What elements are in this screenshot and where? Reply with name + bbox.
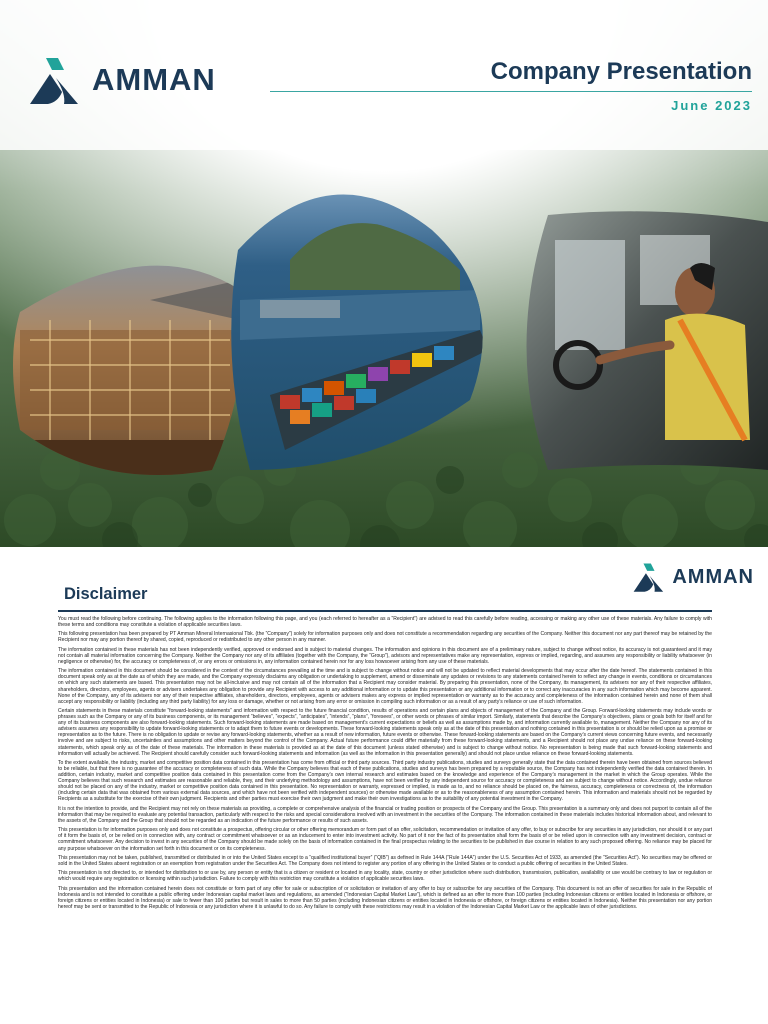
disclaimer-paragraph: It is not the intention to provide, and the Recipient may not rely on these materials as providing, a complete or comprehensive analysis of the financial or trading position or prospects of the Company and the Group. This presentation is a summary only and does not purport to contain all of the information that may be required to evaluate any potential transaction, particularly with respect to the risks and special considerations involved with an investment in the securities of the Company. The information contained in these materials includes historical information about, and relevant to the assets of, the Company and the Group that should not be regarded as an indication of the future performance or results of such assets. — [58, 805, 712, 824]
disclaimer-paragraph: The information contained in these materials has not been independently verified, approved or endorsed and is subject to material changes. The information and opinions in this document are of a preliminary nature, subject to change without notice, its accuracy is not guaranteed and it may not contain all material information concerning the Company. Neither the Company nor any of its affiliates (together with the Company, the “Group”), advisors and representatives make any representation, express or implied, regarding, and assumes any responsibility or liability whatsoever (in negligence or otherwise) for, the accuracy or completeness of, or any errors or omissions in, any information contained herein nor for any loss howsoever arising from any use of these materials. — [58, 646, 712, 665]
brand-name: AMMAN — [92, 62, 216, 97]
disclaimer-paragraph: This presentation is not directed to, or intended for distribution to or use by, any person or entity that is a citizen or resident or located in any locality, state, country or other jurisdiction where such distribution, transmission, publication, availability or use would be contrary to law or regulation or which would require any registration or licensing within such jurisdiction. Failure to comply with this restriction may constitute a violation of applicable securities laws. — [58, 870, 712, 883]
disclaimer-paragraph: This following presentation has been prepared by PT Amman Mineral Internasional Tbk. (the “Company”) solely for information purposes only and does not constitute a recommendation regarding any securities of the Company. Neither this document nor any part thereof may be retained by the Recipient nor may any portion thereof by shared, copied, reproduced or redistributed to any other person in any manner. — [58, 631, 712, 644]
disclaimer-paragraph: This presentation and the information contained herein does not constitute or form part of any offer for sale or subscription of or solicitation or invitation of any offer to buy or subscribe for any securities of the Company. This document is not an offer of securities for sale in the Republic of Indonesia and is not intended to constitute a public offering under Indonesian capital market laws and regulations, as amended (“Indonesian Capital Market Law”), which is defined as an offer to more than 100 parties (including Indonesian citizens or entities located in Indonesia or offshore, or foreign citizens or entities located in Indonesia) or sale to fewer than 100 parties but result in sales to more than 50 parties (including Indonesian citizens or entities located in Indonesia or offshore, or foreign citizens or entities located in Indonesia). Neither this presentation nor any portion hereof may be sent or transmitted to the Republic of Indonesia or any jurisdiction where it is unlawful to do so. Any failure to comply with these restrictions may result in a violation of the Indonesian Capital Market Law or the applicable laws of other jurisdictions. — [58, 885, 712, 910]
amman-logo — [28, 54, 216, 106]
amman-logo-small — [632, 561, 754, 593]
disclaimer-paragraph: Certain statements in these materials constitute “forward-looking statements” and information with respect to the future financial condition, results of operations and certain plans and objects of management of the Company and the Group. Forward-looking statements may include words or phrases such as the Company or any of its business components, or its management “believes”, “expects”, “anticipates”, “intends”, “plans”, “foresees”, or other words or phrases of similar import. Similarly, statements that describe the Company’s objectives, plans or goals both for itself and for any of its business components are also forward-looking statements. Such forward-looking statements are made based on management’s current expectations or beliefs as well as assumptions made by, and information currently available to, management. Neither the Company nor any of its advisers assumes any responsibility to update forward-looking statements or to adapt them to future events or developments. These forward-looking statements speak only as at the date of this presentation and nothing contained in this presentation is or should be relied upon as a promise or representation as to the future. There is no obligation to update or revise any forward-looking statements, whether as a result of new information, future events or otherwise. These forward-looking statements are based on the Company’s current views concerning future events, and necessarily involve and are subject to risks, uncertainties and assumptions and other matters beyond the control of the Company. Actual future performance could differ materially from these forward-looking statements, and a Recipient should not place any undue reliance on these forward-looking statements, which speak only as of the date of these materials. The information in these materials is provided as at the date of this document (unless stated otherwise) and is subject to change without notice. No representation is being made that such forward-looking statements and information will actually be achieved. The Recipient should carefully consider such forward-looking statements and information (as well as the information in this presentation generally) and should not place undue reliance on these forward-looking statements. — [58, 707, 712, 757]
disclaimer-title: Disclaimer — [64, 585, 148, 603]
disclaimer-body — [58, 616, 712, 1024]
disclaimer-paragraph: To the extent available, the industry, market and competitive position data contained in this presentation has come from official or third party sources. Third party industry publications, studies and surveys generally state that the data contained therein have been obtained from sources believed to be reliable, but that there is no guarantee of the accuracy or completeness of such data. While the Company believes that each of these publications, studies and surveys has been prepared by a reputable source, the Company has not independently verified the data contained therein. In addition, certain industry, market and competitive position data contained in this presentation come from the Company’s own internal research and estimates based on the knowledge and experience of the Company’s management in the market in which the Group operates. While the Company believes that such research and estimates are reasonable and reliable, they, and their underlying methodology and assumptions, have not been verified by any independent source for accuracy or completeness and are subject to change without notice. Accordingly, undue reliance should not be placed on any of the industry, market or competitive position data contained in this presentation. No representation or warranty, expressed or implied, is made as to, and no reliance should be placed on, the fairness, accuracy, completeness or correctness of, the information (including certain data that was obtained from various external data sources, and which have not been verified with independent sources) or otherwise made available or as to the reasonableness of any assumption contained herein. This information and materials should not be regarded by Recipients as a substitute for the exercise of their own judgment. Recipients and other parties must exercise their own judgment and make their own investigations as to the suitability of any potential investment in the Company. — [58, 759, 712, 803]
page-title: Company Presentation — [490, 58, 752, 85]
disclaimer-paragraph: This presentation is for information purposes only and does not constitute a prospectus, offering circular or other offering memorandum or form part of an offer, solicitation, recommendation or invitation of any offer, to buy or subscribe for any securities in any jurisdiction, nor should it or any part of it form the basis of, or be relied on in connection with, any contract or commitment whatsoever or as an inducement to enter into investment activity. No part of it nor the fact of its presentation shall form the basis of or be relied upon in connection with any investment decision, contract or commitment whatsoever. Any decision to invest in any securities of the Company should be made solely on the basis of information contained in the final prospectus relating to the securities to be published in due course in relation to any such proposed offering. No reliance may be placed for any purpose whatsoever on the information set forth in this document or on its completeness. — [58, 827, 712, 852]
disclaimer-paragraph: You must read the following before continuing. The following applies to the information following this page, and you (each referred to hereafter as a “Recipient”) are advised to read this carefully before reading, accessing or making any other use of these materials. Any failure to comply with these terms and conditions may constitute a violation of applicable securities laws. — [58, 616, 712, 629]
disclaimer-paragraph: The information contained in this document should be considered in the context of the circumstances prevailing at the time and is subject to change without notice and will not be updated to reflect material developments that may occur after the date hereof. The statements contained in this document speak only as at the date as of which they are made, and the Company expressly disclaims any obligation or undertaking to supplement, amend or disseminate any updates or revisions to any statements contained herein to reflect any change in events, conditions or circumstances on which any such statements are based. This presentation may not be all-inclusive and may not contain all of the information that a Recipient may consider material. By preparing this presentation, none of the Company, its management, its advisers nor any of their respective affiliates, shareholders, directors, employees, agents or advisers undertakes any obligation to provide any Recipient with access to any additional information or to update this presentation or any additional information or to correct any inaccuracies in any such information which may become apparent. None of the Company, any of its advisers nor any of their respective affiliates, shareholders, directors, employees, agents or advisers makes any express or implied representation or warranty as to the accuracy and completeness of the information contained herein and none of them shall accept any responsibility or liability (including any third party liability) for any loss or damage, whether or not arising from any error or omission in compiling such information or as a result of any party’s reliance or use of such information. — [58, 668, 712, 705]
title-divider — [270, 91, 752, 92]
presentation-date: June 2023 — [671, 98, 752, 113]
disclaimer-divider — [58, 610, 712, 612]
amman-mountain-logo-icon — [632, 561, 666, 593]
amman-mountain-logo-icon — [28, 54, 82, 106]
disclaimer-paragraph: This presentation may not be taken, published, transmitted or distributed in or into the United States except to a “qualified institutional buyer” (“QIB”) as defined in Rule 144A (“Rule 144A”) under the U.S. Securities Act of 1933, as amended (the “Securities Act”). No securities may be offered or sold in the United States absent registration or an exemption from registration under the Securities Act. The Company does not intend to register any portion of any offering in the United States or to conduct a public offering of securities in the United States. — [58, 854, 712, 867]
disclaimer-slide — [0, 547, 768, 1024]
cover-title-block — [491, 58, 752, 86]
brand-name-small: AMMAN — [672, 565, 754, 588]
